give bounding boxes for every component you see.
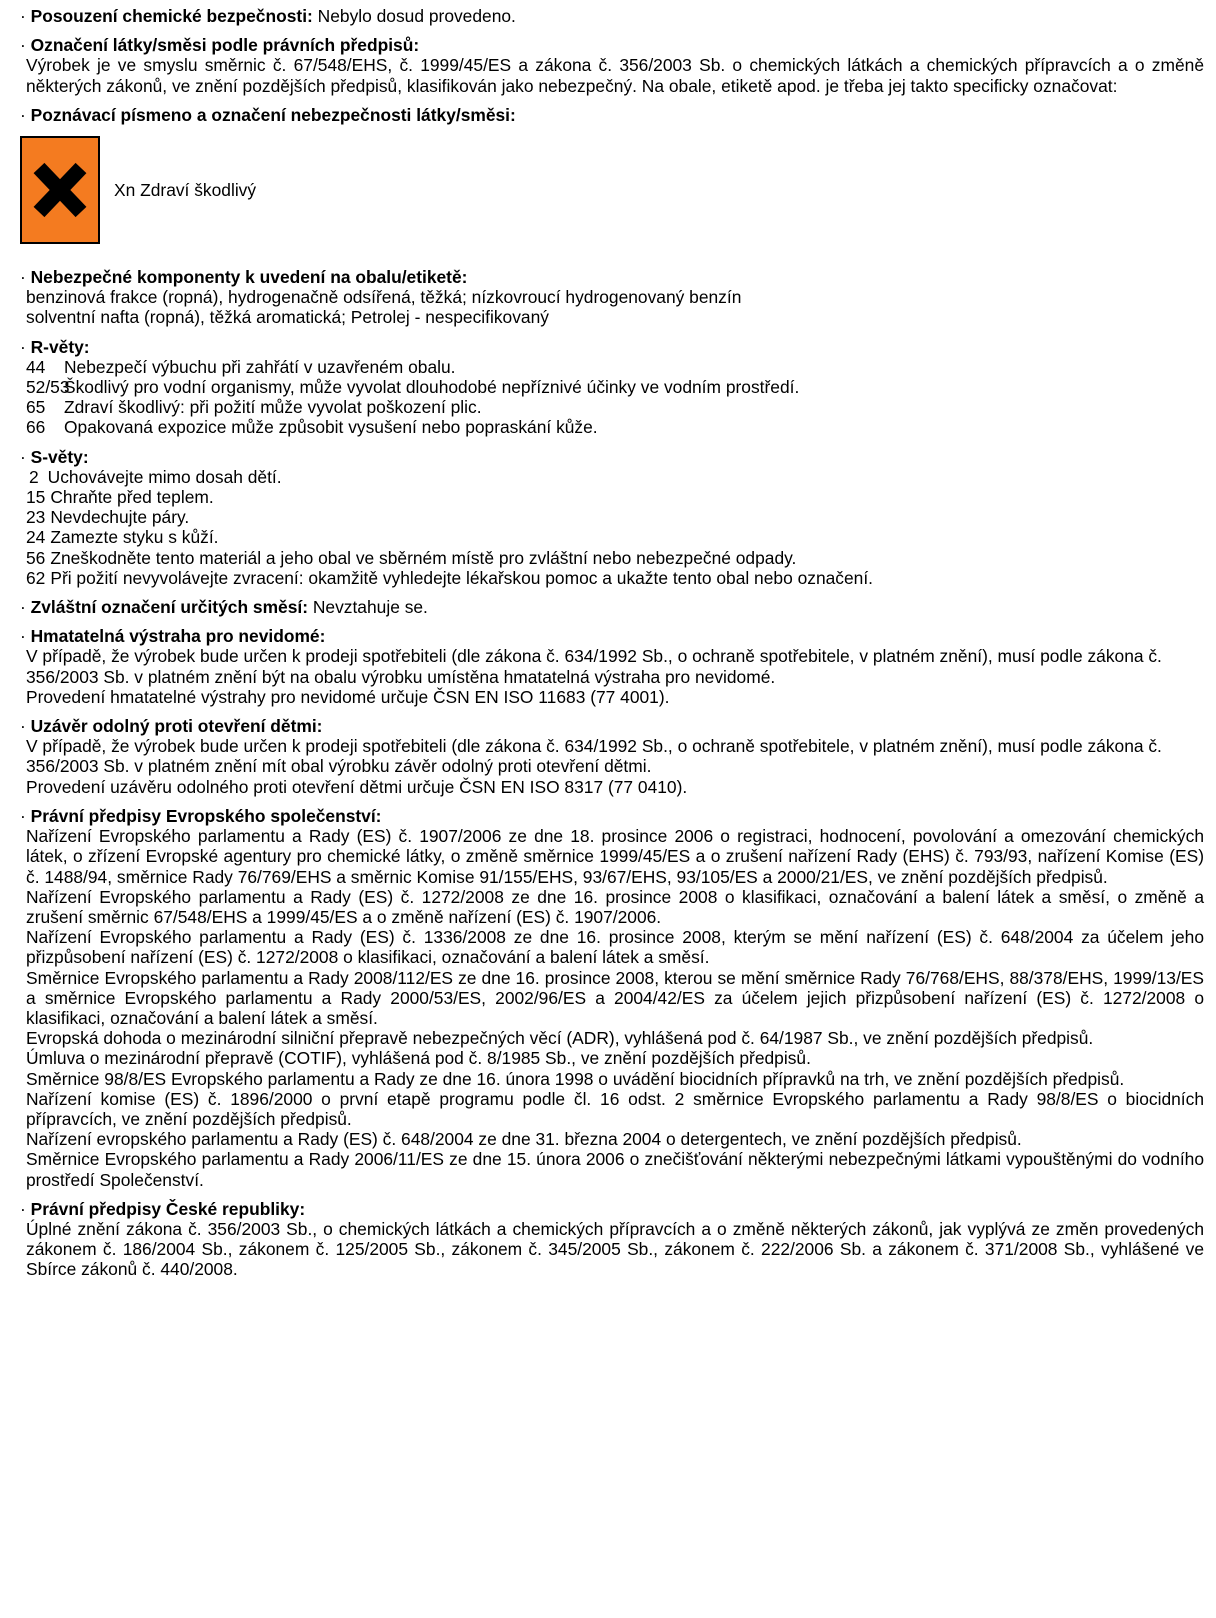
s-phrase-item <box>26 548 1204 568</box>
section-heading: Právní předpisy České republiky: <box>30 1198 306 1219</box>
phrase-text: Nevdechujte páry. <box>50 507 190 528</box>
regulation-paragraph: Nařízení evropského parlamentu a Rady (ES) č. 648/2004 ze dne 31. března 2004 o detergentech, ve znění pozdějších předpisů. <box>26 1129 1022 1150</box>
section-heading: Zvláštní označení určitých směsí: <box>30 597 309 618</box>
regulation-paragraph: Směrnice Evropského parlamentu a Rady 2006/11/ES ze dne 15. února 2006 o znečišťování některými nebezpečnými látkami vypouštěnými do vodního prostředí Společenství. <box>26 1149 1204 1190</box>
section-heading: Označení látky/směsi podle právních předpisů: <box>30 35 420 56</box>
cz-regulations-section: · Právní předpisy České republiky: Úplné znění zákona č. 356/2003 Sb., o chemických látkách a chemických přípravcích a o změně některých zákonů, jak vyplývá ze změn provedených zákonem č. 186/2004 Sb., zákonem č. 125/2005 Sb., zákonem č. 345/2005 Sb., zákonem č. 222/2006 Sb. a zákonem č. 371/2008 Sb., vyhlášené ve Sbírce zákonů č. 440/2008. <box>20 1198 1204 1280</box>
phrase-text: Nebezpečí výbuchu při zahřátí v uzavřeném obalu. <box>64 356 456 377</box>
regulation-paragraph: Úplné znění zákona č. 356/2003 Sb., o chemických látkách a chemických přípravcích a o změně některých zákonů, jak vyplývá ze změn provedených zákonem č. 186/2004 Sb., zákonem č. 125/2005 Sb., zákonem č. 345/2005 Sb., zákonem č. 222/2006 Sb. a zákonem č. 371/2008 Sb., vyhlášené ve Sbírce zákonů č. 440/2008. <box>26 1218 1204 1280</box>
tactile-warning-section: · Hmatatelná výstraha pro nevidomé: V případě, že výrobek bude určen k prodeji spotřebiteli (dle zákona č. 634/1992 Sb., o ochraně spotřebitele, v platném znění), musí podle zákona č. 356/2003 Sb. v platném znění být na obalu výrobku umístěna hmatatelná výstraha pro nevidomé. Provedení hmatatelné výstrahy pro nevidomé určuje ČSN EN ISO 11683 (77 4001). <box>20 626 1204 707</box>
phrase-text: Chraňte před teplem. <box>50 487 214 508</box>
r-phrase-item <box>26 397 1204 417</box>
section-text: Výrobek je ve smyslu směrnic č. 67/548/EHS, č. 1999/45/ES a zákona č. 356/2003 Sb. o chemických látkách a chemických přípravcích a o změně některých zákonů, ve znění pozdějších předpisů, klasifikován jako nebezpečný. Na obale, etiketě apod. je třeba jej takto specificky označovat: <box>26 55 1204 96</box>
s-phrase-list <box>26 467 1204 588</box>
phrase-text: Opakovaná expozice může způsobit vysušení nebo popraskání kůže. <box>64 417 598 438</box>
paragraph: V případě, že výrobek bude určen k prodeji spotřebiteli (dle zákona č. 634/1992 Sb., o ochraně spotřebitele, v platném znění), musí podle zákona č. 356/2003 Sb. v platném znění mít obal výrobku závěr odolný proti otevření dětmi. <box>26 736 1162 777</box>
phrase-text: Zamezte styku s kůží. <box>50 527 219 548</box>
phrase-code: 52/53 <box>26 377 70 398</box>
regulation-paragraph: Evropská dohoda o mezinárodní silniční přepravě nebezpečných věcí (ADR), vyhlášená pod č. 64/1987 Sb., ve znění pozdějších předpisů. <box>26 1028 1094 1049</box>
hazard-symbol-row <box>20 135 1204 245</box>
harmful-x-icon <box>20 136 100 244</box>
hazard-symbol-section: · Poznávací písmeno a označení nebezpečnosti látky/směsi: Xn Zdraví škodlivý <box>20 105 1204 245</box>
phrase-code: 15 <box>26 487 46 508</box>
section-heading: Právní předpisy Evropského společenství: <box>30 805 382 826</box>
paragraph: Provedení uzávěru odolného proti otevření dětmi určuje ČSN EN ISO 8317 (77 0410). <box>26 776 688 797</box>
phrase-code: 56 <box>26 547 46 568</box>
phrase-code: 2 <box>29 466 39 487</box>
component-line: solventní nafta (ropná), těžká aromatická; Petrolej - nespecifikovaný <box>26 307 549 328</box>
component-line: benzinová frakce (ropná), hydrogenačně odsířená, těžká; nízkovroucí hydrogenovaný benzín <box>26 287 742 308</box>
regulation-paragraph: Nařízení Evropského parlamentu a Rady (ES) č. 1272/2008 ze dne 16. prosince 2008 o klasifikaci, označování a balení látek a směsí, o změně a zrušení směrnic 67/548/EHS a 1999/45/ES a o změně nařízení (ES) č. 1907/2006. <box>26 886 1204 927</box>
regulation-paragraph: Nařízení Evropského parlamentu a Rady (ES) č. 1336/2008 ze dne 16. prosince 2008, kterým se mění nařízení (ES) č. 648/2004 za účelem jeho přizpůsobení nařízení (ES) č. 1272/2008 o klasifikaci, označování a balení látek a směsí. <box>26 927 1204 968</box>
regulation-paragraph: Směrnice 98/8/ES Evropského parlamentu a Rady ze dne 16. února 1998 o uvádění biocidních přípravků na trh, ve znění pozdějších předpisů. <box>26 1068 1125 1089</box>
section-heading: Posouzení chemické bezpečnosti: <box>30 6 313 26</box>
paragraph: V případě, že výrobek bude určen k prodeji spotřebiteli (dle zákona č. 634/1992 Sb., o ochraně spotřebitele, v platném znění), musí podle zákona č. 356/2003 Sb. v platném znění být na obalu výrobku umístěna hmatatelná výstraha pro nevidomé. <box>26 646 1162 687</box>
phrase-text: Zneškodněte tento materiál a jeho obal ve sběrném místě pro zvláštní nebo nebezpečné odpady. <box>50 547 797 568</box>
phrase-text: Při požití nevyvolávejte zvracení: okamžitě vyhledejte lékařskou pomoc a ukažte tento obal nebo označení. <box>50 567 873 588</box>
phrase-code: 44 <box>26 356 46 377</box>
regulation-paragraph: Nařízení komise (ES) č. 1896/2000 o první etapě programu podle čl. 16 odst. 2 směrnice Evropského parlamentu a Rady 98/8/ES o biocidních přípravcích, ve znění pozdějších předpisů. <box>26 1088 1204 1129</box>
section-heading: Nebezpečné komponenty k uvedení na obalu/etiketě: <box>30 267 468 288</box>
labelling-section: · Označení látky/směsi podle právních předpisů: Výrobek je ve smyslu směrnic č. 67/548/EHS, č. 1999/45/ES a zákona č. 356/2003 Sb. o chemických látkách a chemických přípravcích a o změně některých zákonů, ve znění pozdějších předpisů, klasifikován jako nebezpečný. Na obale, etiketě apod. je třeba jej takto specificky označovat: <box>20 35 1204 96</box>
hazard-caption: Xn Zdraví škodlivý <box>114 179 257 200</box>
s-phrase-item <box>26 568 1204 588</box>
phrase-code: 62 <box>26 567 46 588</box>
regulation-paragraph: Nařízení Evropského parlamentu a Rady (ES) č. 1907/2006 ze dne 18. prosince 2006 o registraci, hodnocení, povolování a omezování chemických látek, o zřízení Evropské agentury pro chemické látky, o změně směrnice 1999/45/ES a o zrušení nařízení Rady (EHS) č. 793/93, nařízení Komise (ES) č. 1488/94, směrnice Rady 76/769/EHS a směrnic Komise 91/155/EHS, 93/67/EHS, 93/105/ES a 2000/21/ES, ve znění pozdějších předpisů. <box>26 826 1204 887</box>
s-phrase-item <box>26 527 1204 547</box>
phrase-text: Zdraví škodlivý: při požití může vyvolat poškození plic. <box>64 397 482 418</box>
phrase-code: 23 <box>26 507 46 528</box>
r-phrase-item <box>26 417 1204 437</box>
special-marking-section: · Zvláštní označení určitých směsí: Nevztahuje se. <box>20 597 428 618</box>
s-phrase-item <box>26 487 1204 507</box>
section-heading: S-věty: <box>30 446 89 467</box>
r-phrase-list <box>26 357 1204 438</box>
phrase-code: 65 <box>26 397 46 418</box>
s-phrase-item <box>26 467 1204 487</box>
section-value: Nebylo dosud provedeno. <box>317 6 516 26</box>
components-section: · Nebezpečné komponenty k uvedení na obalu/etiketě: benzinová frakce (ropná), hydrogenačně odsířená, těžká; nízkovroucí hydrogenovaný benzín solventní nafta (ropná), těžká aromatická; Petrolej - nespecifikovaný <box>20 267 1204 328</box>
s-phrase-item <box>26 507 1204 527</box>
r-phrases-section: · R-věty: 44 Nebezpečí výbuchu při zahřátí v uzavřeném obalu. 52/53 Škodlivý pro vodní organismy, může vyvolat dlouhodobé nepříznivé účinky ve vodním prostředí. 65 Zdraví škodlivý: při požití může vyvolat poškození plic. 66 Opakovaná expozice může způsobit vysušení nebo popraskání kůže. <box>20 337 1204 438</box>
section-value: Nevztahuje se. <box>312 597 428 618</box>
regulation-paragraph: Úmluva o mezinárodní přepravě (COTIF), vyhlášená pod č. 8/1985 Sb., ve znění pozdějších předpisů. <box>26 1048 811 1069</box>
chemical-safety-section: · Posouzení chemické bezpečnosti: Nebylo dosud provedeno. <box>20 6 516 26</box>
r-phrase-item <box>26 357 1204 377</box>
phrase-text: Uchovávejte mimo dosah dětí. <box>47 466 282 487</box>
section-heading: Uzávěr odolný proti otevření dětmi: <box>30 716 323 737</box>
phrase-text: Škodlivý pro vodní organismy, může vyvolat dlouhodobé nepříznivé účinky ve vodním prostředí. <box>64 377 800 398</box>
eu-regulations-section: · Právní předpisy Evropského společenství: Nařízení Evropského parlamentu a Rady (ES) č. 1907/2006 ze dne 18. prosince 2006 o registraci, hodnocení, povolování a omezování chemických látek, o zřízení Evropské agentury pro chemické látky, o změně směrnice 1999/45/ES a o zrušení nařízení Rady (EHS) č. 793/93, nařízení Komise (ES) č. 1488/94, směrnice Rady 76/769/EHS a směrnic Komise 91/155/EHS, 93/67/EHS, 93/105/ES a 2000/21/ES, ve znění pozdějších předpisů. Nařízení Evropského parlamentu a Rady (ES) č. 1272/2008 ze dne 16. prosince 2008 o klasifikaci, označování a balení látek a směsí, o změně a zrušení směrnic 67/548/EHS a 1999/45/ES a o změně nařízení (ES) č. 1907/2006. Nařízení Evropského parlamentu a Rady (ES) č. 1336/2008 ze dne 16. prosince 2008, kterým se mění nařízení (ES) č. 648/2004 za účelem jeho přizpůsobení nařízení (ES) č. 1272/2008 o klasifikaci, označování a balení látek a směsí. Směrnice Evropského parlamentu a Rady 2008/112/ES ze dne 16. prosince 2008, kterou se mění směrnice Rady 76/768/EHS, 88/378/EHS, 1999/13/ES a směrnice Evropského parlamentu a Rady 2000/53/ES, 2002/96/ES a 2004/42/ES za účelem jejich přizpůsobení nařízení (ES) č. 1272/2008 o klasifikaci, označování a balení látek a směsí. Evropská dohoda o mezinárodní silniční přepravě nebezpečných věcí (ADR), vyhlášená pod č. 64/1987 Sb., ve znění pozdějších předpisů. Úmluva o mezinárodní přepravě (COTIF), vyhlášená pod č. 8/1985 Sb., ve znění pozdějších předpisů. Směrnice 98/8/ES Evropského parlamentu a Rady ze dne 16. února 1998 o uvádění biocidních přípravků na trh, ve znění pozdějších předpisů. Nařízení komise (ES) č. 1896/2000 o první etapě programu podle čl. 16 odst. 2 směrnice Evropského parlamentu a Rady 98/8/ES o biocidních přípravcích, ve znění pozdějších předpisů. Nařízení evropského parlamentu a Rady (ES) č. 648/2004 ze dne 31. března 2004 o detergentech, ve znění pozdějších předpisů. Směrnice Evropského parlamentu a Rady 2006/11/ES ze dne 15. února 2006 o znečišťování některými nebezpečnými látkami vypouštěnými do vodního prostředí Společenství. <box>20 805 1204 1190</box>
child-closure-section: · Uzávěr odolný proti otevření dětmi: V případě, že výrobek bude určen k prodeji spotřebiteli (dle zákona č. 634/1992 Sb., o ochraně spotřebitele, v platném znění), musí podle zákona č. 356/2003 Sb. v platném znění mít obal výrobku závěr odolný proti otevření dětmi. Provedení uzávěru odolného proti otevření dětmi určuje ČSN EN ISO 8317 (77 0410). <box>20 716 1204 797</box>
r-phrase-item <box>26 377 1204 397</box>
section-heading: Hmatatelná výstraha pro nevidomé: <box>30 626 326 647</box>
section-heading: R-věty: <box>30 336 90 357</box>
phrase-code: 66 <box>26 417 46 438</box>
s-phrases-section: · S-věty: 2 Uchovávejte mimo dosah dětí. 15 Chraňte před teplem. 23 Nevdechujte páry. 24 Zamezte styku s kůží. 56 Zneškodněte tento materiál a jeho obal ve sběrném místě pro zvláštní nebo nebezpečné odpady. 62 Při požití nevyvolávejte zvracení: okamžitě vyhledejte lékařskou pomoc a ukažte tento obal nebo označení. <box>20 447 1204 588</box>
section-heading: Poznávací písmeno a označení nebezpečnosti látky/směsi: <box>30 104 516 125</box>
phrase-code: 24 <box>26 527 46 548</box>
paragraph: Provedení hmatatelné výstrahy pro nevidomé určuje ČSN EN ISO 11683 (77 4001). <box>26 686 670 707</box>
regulation-paragraph: Směrnice Evropského parlamentu a Rady 2008/112/ES ze dne 16. prosince 2008, kterou se mění směrnice Rady 76/768/EHS, 88/378/EHS, 1999/13/ES a směrnice Evropského parlamentu a Rady 2000/53/ES, 2002/96/ES a 2004/42/ES za účelem jejich přizpůsobení nařízení (ES) č. 1272/2008 o klasifikaci, označování a balení látek a směsí. <box>26 967 1204 1028</box>
